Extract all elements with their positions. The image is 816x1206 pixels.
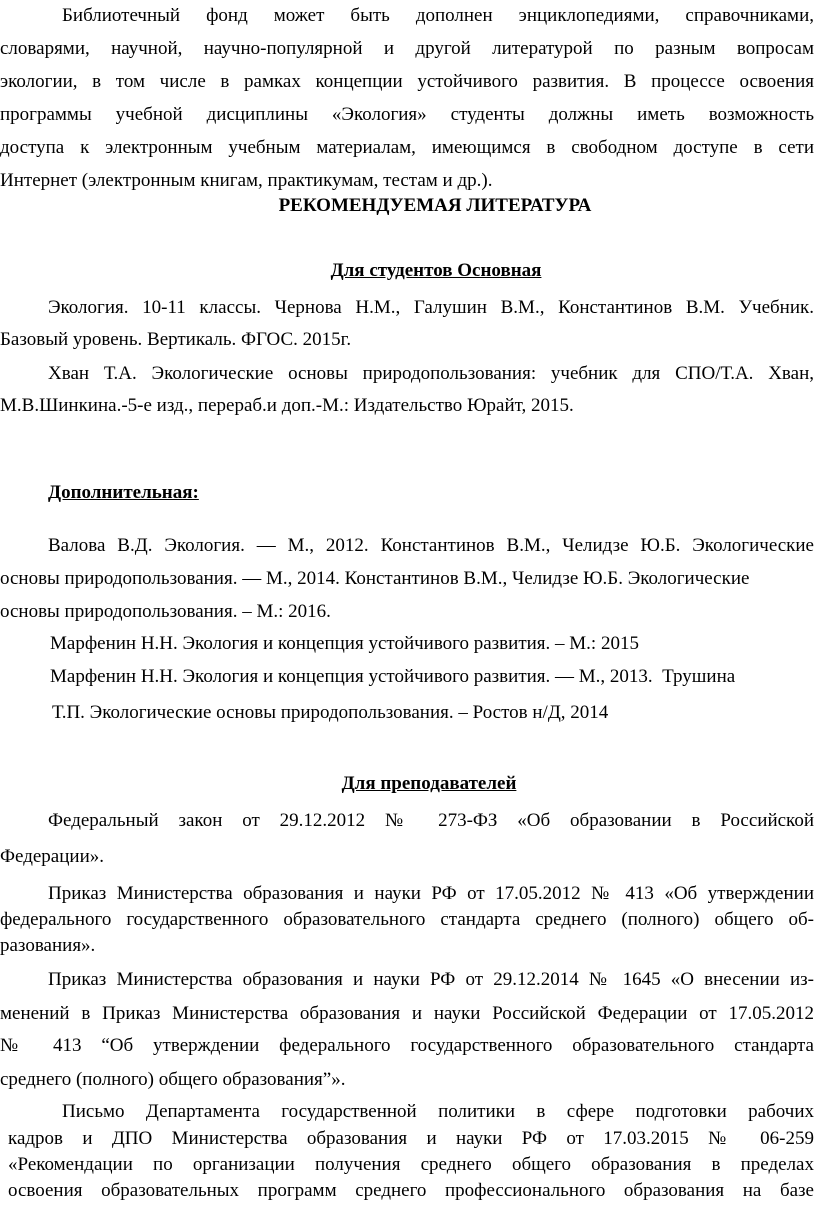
intro-line: Интернет (электронным книгам, практикумам, тестам и др.).	[0, 170, 493, 191]
intro-line: программы учебной дисциплины «Экология» студенты должны иметь возможность	[0, 104, 814, 125]
students-line: Базовый уровень. Вертикаль. ФГОС. 2015г.	[0, 329, 352, 350]
additional-heading	[48, 481, 816, 505]
intro-line: экологии, в том числе в рамках концепции устойчивого развития. В процессе освоения	[0, 71, 814, 92]
intro-line: словарями, научной, научно-популярной и другой литературой по разным вопросам	[0, 38, 814, 59]
teachers-line: № 413 “Об утверждении федерального государственного образовательного стандарта	[0, 1035, 814, 1056]
section-title: РЕКОМЕНДУЕМАЯ ЛИТЕРАТУРА	[278, 195, 592, 216]
teachers-line: Федерации».	[0, 846, 104, 867]
teachers-line: федерального государственного образовательного стандарта среднего (полного) общего об-	[0, 909, 814, 930]
additional-line: Валова В.Д. Экология. — М., 2012. Константинов В.М., Челидзе Ю.Б. Экологические	[48, 535, 814, 556]
teachers-line: Федеральный закон от 29.12.2012 № 273-ФЗ «Об образовании в Российской	[48, 810, 814, 831]
teachers-line: среднего (полного) общего образования”».	[0, 1069, 346, 1090]
additional-line: основы природопользования. — М., 2014. Константинов В.М., Челидзе Ю.Б. Экологические	[0, 568, 750, 589]
teachers-line: Приказ Министерства образования и науки РФ от 17.05.2012 № 413 «Об утверждении	[48, 883, 814, 904]
students-heading	[0, 259, 816, 283]
teachers-line: разования».	[0, 935, 96, 956]
additional-heading-text: Дополнительная:	[48, 482, 199, 503]
teachers-line: Письмо Департамента государственной политики в сфере подготовки рабочих	[62, 1101, 814, 1122]
additional-line: основы природопользования. – М.: 2016.	[0, 601, 331, 622]
additional-line: Марфенин Н.Н. Экология и концепция устойчивого развития. – М.: 2015	[50, 633, 639, 654]
teachers-line: менений в Приказ Министерства образования и науки Российской Федерации от 17.05.2012	[0, 1003, 814, 1024]
students-heading-text: Для студентов Основная	[330, 260, 542, 281]
students-line: Экология. 10-11 классы. Чернова Н.М., Галушин В.М., Константинов В.М. Учебник.	[48, 297, 814, 318]
additional-line: Т.П. Экологические основы природопользования. – Ростов н/Д, 2014	[52, 702, 609, 723]
intro-line: Библиотечный фонд может быть дополнен энциклопедиями, справочниками,	[62, 5, 814, 26]
teachers-line: освоения образовательных программ среднего профессионального образования на базе	[8, 1180, 814, 1201]
students-line: М.В.Шинкина.-5-е изд., перераб.и доп.-М.: Издательство Юрайт, 2015.	[0, 395, 574, 416]
additional-line: Марфенин Н.Н. Экология и концепция устойчивого развития. — М., 2013. Трушина	[50, 666, 736, 687]
teachers-line: кадров и ДПО Министерства образования и науки РФ от 17.03.2015 № 06-259	[8, 1128, 814, 1149]
teachers-heading	[0, 772, 816, 796]
teachers-heading-text: Для преподавателей	[341, 773, 517, 794]
teachers-line: «Рекомендации по организации получения среднего общего образования в пределах	[8, 1154, 814, 1175]
teachers-line: Приказ Министерства образования и науки РФ от 29.12.2014 № 1645 «О внесении из-	[48, 969, 814, 990]
students-line: Хван Т.А. Экологические основы природопользования: учебник для СПО/Т.А. Хван,	[48, 363, 814, 384]
intro-line: доступа к электронным учебным материалам, имеющимся в свободном доступе в сети	[0, 137, 814, 158]
